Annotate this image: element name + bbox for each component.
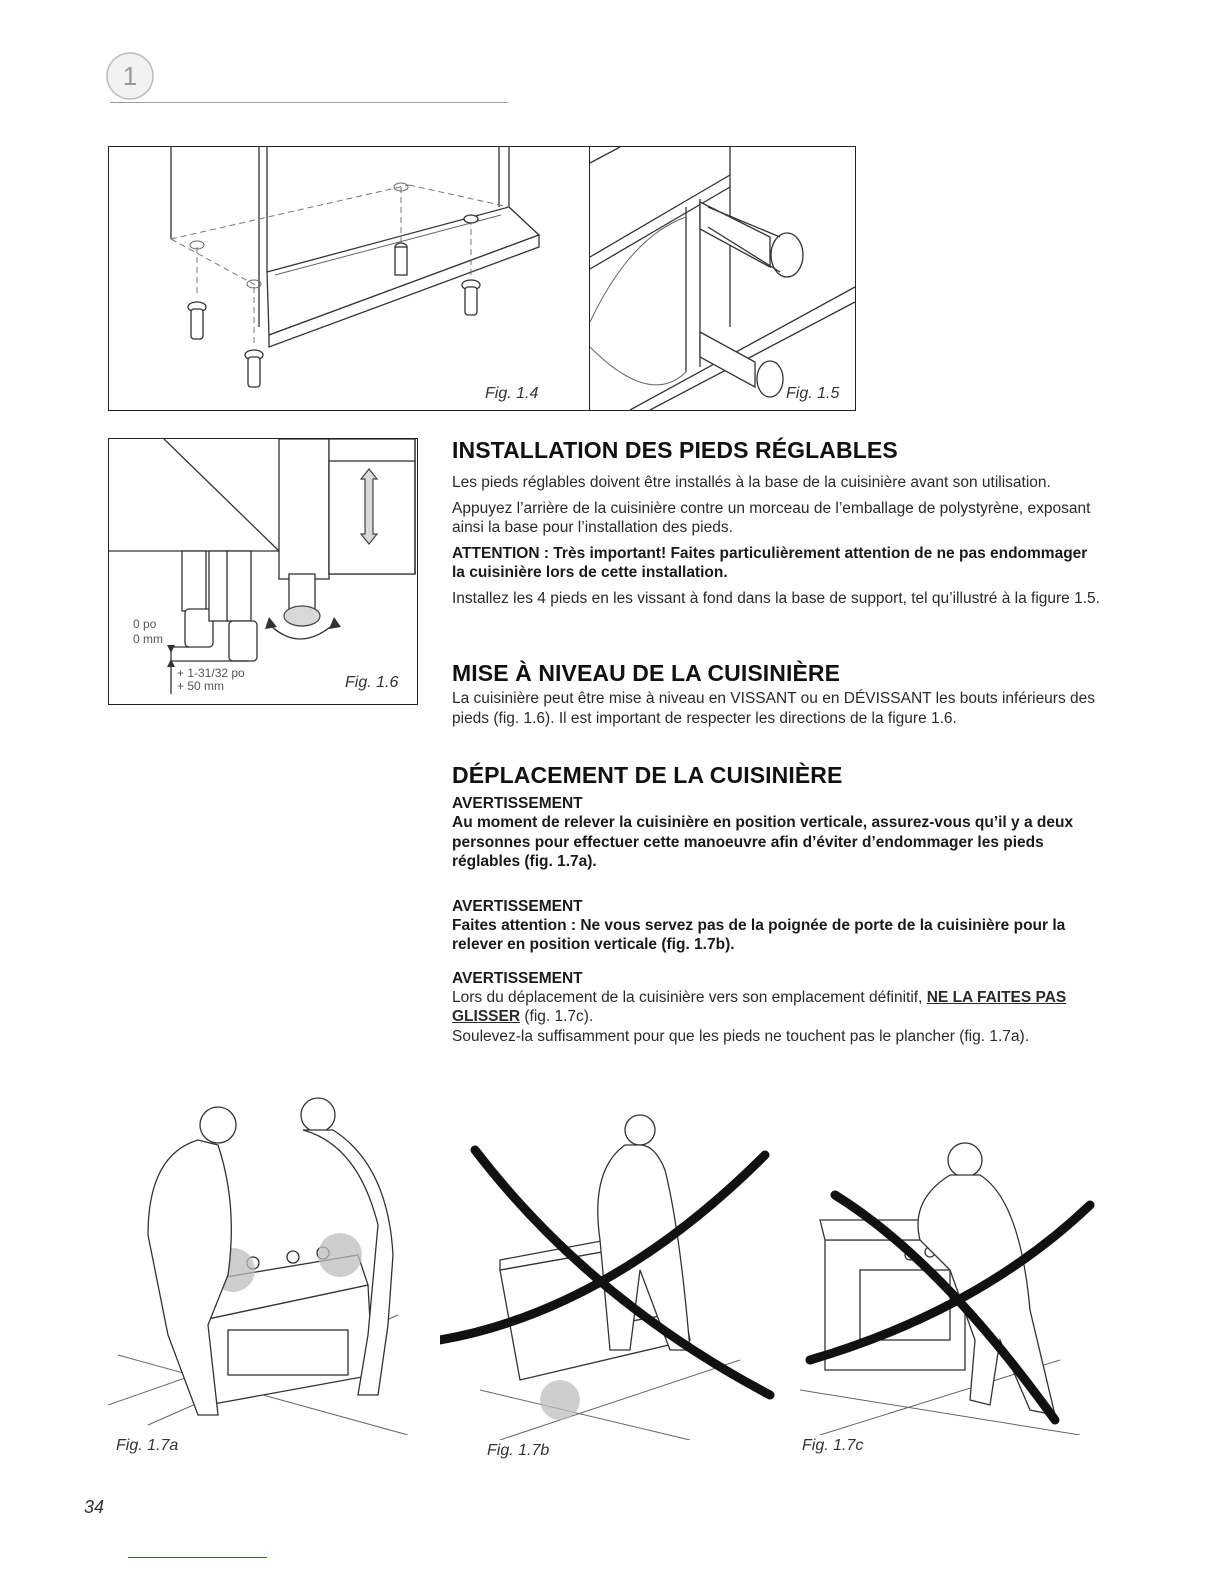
- figure-1-4: [108, 146, 592, 411]
- figure-1-6: [108, 438, 418, 705]
- fig-1-6-zero-label: [133, 617, 163, 647]
- leveling-title: MISE À NIVEAU DE LA CUISINIÈRE: [452, 660, 841, 686]
- leveling-p1: La cuisinière peut être mise à niveau en VISSANT ou en DÉVISSANT les bouts inférieurs des pieds (fig. 1.6). Il est important de respecter les directions de la figure 1.6.: [452, 690, 1096, 727]
- fig-1-7a-illustration: [108, 1085, 418, 1435]
- warning-3-body: [452, 988, 1104, 1027]
- warning-2-heading: AVERTISSEMENT: [452, 897, 583, 915]
- fig-1-4-illustration: [109, 147, 591, 410]
- installation-p4: Installez les 4 pieds en les vissant à fond dans la base de support, tel qu’illustré à la figure 1.5.: [452, 589, 1100, 607]
- max-in-label: + 1-31/32 po: [177, 666, 245, 680]
- fig-1-5-illustration: [590, 147, 855, 410]
- moving-title: DÉPLACEMENT DE LA CUISINIÈRE: [452, 762, 843, 788]
- figure-1-7c: [800, 1140, 1100, 1460]
- fig-1-4-caption: Fig. 1.4: [485, 385, 539, 402]
- warning-1-heading: AVERTISSEMENT: [452, 795, 583, 812]
- zero-in-label: 0 po: [133, 617, 157, 631]
- fig-1-6-max-label: [177, 667, 245, 693]
- fig-1-6-caption: Fig. 1.6: [345, 674, 399, 691]
- installation-p3: ATTENTION : Très important! Faites particulièrement attention de ne pas endommager la cuisinière lors de cette installation.: [452, 544, 1088, 581]
- fig-1-5-caption: Fig. 1.5: [786, 385, 840, 402]
- section-leveling: [452, 660, 1104, 728]
- footer-line: [128, 1557, 267, 1558]
- figure-1-7b: [440, 1110, 780, 1470]
- section-moving: [452, 762, 1104, 1046]
- fig-1-7c-illustration: [800, 1140, 1100, 1435]
- warning-1-body: Au moment de relever la cuisinière en position verticale, assurez-vous qu’il y a deux personnes pour effectuer cette manoeuvre afin d’éviter d’endommager les pieds réglables (fig. 1.7a).: [452, 814, 1074, 870]
- fig-1-7a-caption: Fig. 1.7a: [116, 1437, 179, 1454]
- installation-p2: Appuyez l’arrière de la cuisinière contre un morceau de l’emballage de polystyrène, exposant ainsi la base pour l’installation des pieds.: [452, 499, 1091, 536]
- chapter-badge: [104, 50, 156, 102]
- warning-3-text-b: (fig. 1.7c).: [524, 1008, 594, 1025]
- warning-3-heading: AVERTISSEMENT: [452, 969, 583, 987]
- warning-3-text-a: Lors du déplacement de la cuisinière vers son emplacement définitif,: [452, 988, 923, 1006]
- page-number: 34: [84, 1497, 105, 1517]
- fig-1-6-illustration: [109, 439, 417, 704]
- max-mm-label: + 50 mm: [177, 679, 225, 693]
- figure-1-7a: [108, 1085, 418, 1465]
- installation-p1: Les pieds réglables doivent être installés à la base de la cuisinière avant son utilisation.: [452, 474, 1051, 491]
- warning-2-body: Faites attention : Ne vous servez pas de la poignée de porte de la cuisinière pour la relever en position verticale (fig. 1.7b).: [452, 916, 1066, 953]
- fig-1-7b-caption: Fig. 1.7b: [487, 1442, 550, 1459]
- chapter-number: 1: [122, 61, 138, 91]
- chapter-rule: [110, 102, 508, 103]
- zero-mm-label: 0 mm: [133, 632, 163, 646]
- fig-1-7b-illustration: [440, 1110, 780, 1440]
- warning-3-line2: Soulevez-la suffisamment pour que les pieds ne touchent pas le plancher (fig. 1.7a).: [452, 1027, 1029, 1045]
- warning-3-emphasis: NE LA FAITES PAS GLISSER: [452, 988, 1067, 1025]
- section-installation: [452, 437, 1104, 608]
- installation-title: INSTALLATION DES PIEDS RÉGLABLES: [452, 437, 898, 463]
- fig-1-7c-caption: Fig. 1.7c: [802, 1437, 864, 1454]
- figure-1-5: [589, 146, 856, 411]
